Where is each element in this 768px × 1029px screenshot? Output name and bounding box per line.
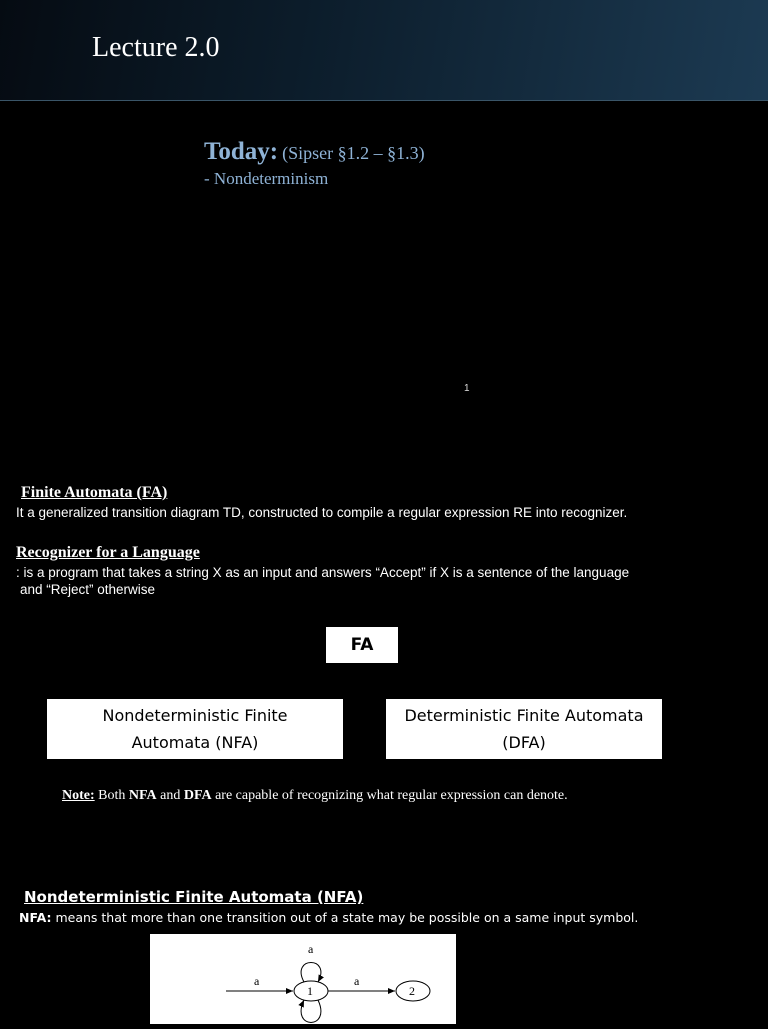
today-line bbox=[204, 138, 425, 166]
note-label: Note: bbox=[62, 788, 95, 803]
dfa-box-line-1: Deterministic Finite Automata bbox=[404, 706, 644, 725]
self-loop-top-label: a bbox=[308, 942, 314, 956]
recognizer-line-1: : is a program that takes a string X as an input and answers “Accept” if X is a sentence of the language bbox=[16, 565, 630, 580]
nfa-diagram-svg bbox=[150, 934, 456, 1024]
dfa-box-line-2: (DFA) bbox=[502, 733, 546, 752]
note-nfa: NFA bbox=[128, 788, 157, 803]
dfa-box bbox=[386, 699, 662, 759]
edge-1-to-2-label: a bbox=[354, 974, 360, 988]
recognizer-line-2: and “Reject” otherwise bbox=[20, 582, 156, 597]
nfa-box bbox=[47, 699, 343, 759]
page-number: 1 bbox=[464, 383, 470, 394]
lecture-title: Lecture 2.0 bbox=[92, 32, 220, 63]
input-edge-label: a bbox=[254, 974, 260, 988]
note-text-2: and bbox=[160, 788, 181, 803]
nfa-diagram bbox=[150, 934, 456, 1024]
nfa-box-line-1: Nondeterministic Finite bbox=[102, 706, 288, 725]
nfa-def-text: means that more than one transition out of a state may be possible on a same input symbol. bbox=[55, 910, 639, 925]
fa-box bbox=[326, 627, 398, 663]
self-loop-bottom bbox=[301, 1000, 321, 1023]
fa-box-label: FA bbox=[350, 635, 374, 655]
nfa-box-line-2: Automata (NFA) bbox=[131, 733, 259, 752]
slide-header bbox=[0, 0, 768, 101]
state-1-label: 1 bbox=[307, 984, 313, 998]
note bbox=[62, 788, 568, 804]
fa-heading: Finite Automata (FA) bbox=[21, 484, 168, 501]
state-2-label: 2 bbox=[409, 984, 415, 998]
today-item: - Nondeterminism bbox=[204, 169, 329, 188]
note-dfa: DFA bbox=[183, 788, 212, 803]
note-text-3: are capable of recognizing what regular expression can denote. bbox=[215, 788, 568, 803]
self-loop-top bbox=[301, 963, 321, 983]
today-reference: (Sipser §1.2 – §1.3) bbox=[282, 143, 425, 163]
today-label: Today: bbox=[204, 138, 279, 165]
note-text-1: Both bbox=[98, 788, 126, 803]
recognizer-heading: Recognizer for a Language bbox=[16, 544, 200, 561]
fa-description: It a generalized transition diagram TD, constructed to compile a regular expression RE into recognizer. bbox=[16, 505, 628, 520]
nfa-definition bbox=[19, 910, 638, 925]
nfa-heading: Nondeterministic Finite Automata (NFA) bbox=[24, 888, 364, 906]
nfa-def-label: NFA: bbox=[19, 910, 52, 925]
